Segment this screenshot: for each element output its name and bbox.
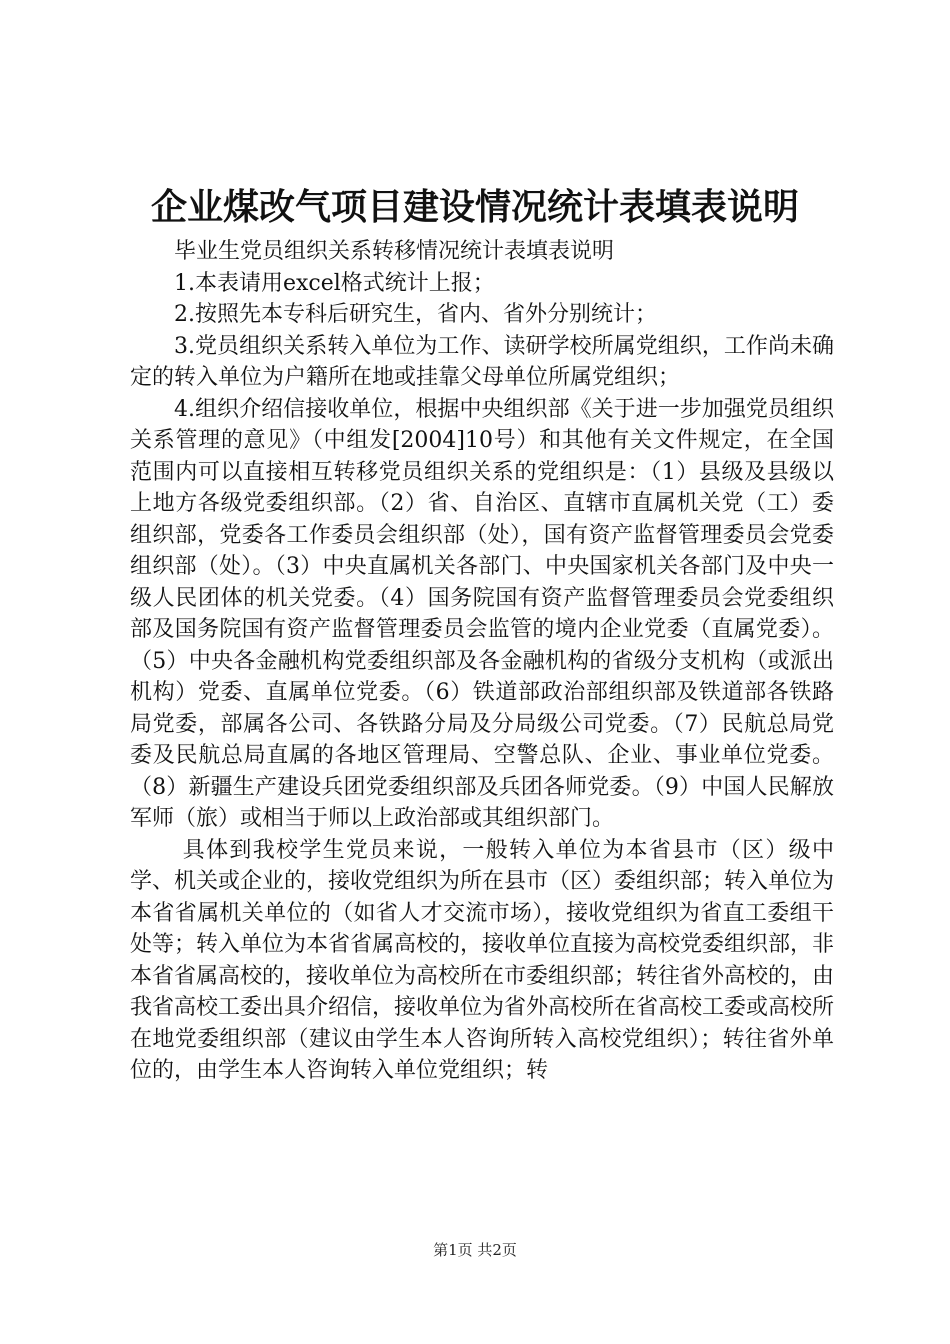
document-title: 企业煤改气项目建设情况统计表填表说明: [150, 186, 799, 228]
paragraph-details: 具体到我校学生党员来说，一般转入单位为本省县市（区）级中学、机关或企业的，接收党组织为所在县市（区）委组织部；转入单位为本省省属机关单位的（如省人才交流市场），接收党组织为省直工委组干处等；转入单位为本省省属高校的，接收单位直接为高校党委组织部，非本省省属高校的，接收单位为高校所在市委组织部；转往省外高校的，由我省高校工委出具介绍信，接收单位为省外高校所在省高校工委或高校所在地党委组织部（建议由学生本人咨询所转入高校党组织）；转往省外单位的，由学生本人咨询转入单位党组织；转: [130, 837, 835, 1083]
paragraph-item-2: 2.按照先本专科后研究生，省内、省外分别统计；: [174, 302, 657, 327]
paragraph-item-1: 1.本表请用excel格式统计上报；: [174, 270, 495, 296]
paragraph-item-3: 3.党员组织关系转入单位为工作、读研学校所属党组织，工作尚未确定的转入单位为户籍所在地或挂靠父母单位所属党组织；: [130, 333, 834, 390]
document-body: [130, 236, 834, 1087]
page-footer: 第1页 共2页: [433, 1241, 517, 1259]
paragraph-item-4: 4.组织介绍信接收单位，根据中央组织部《关于进一步加强党员组织关系管理的意见》（中组发[2004]10号）和其他有关文件规定，在全国范围内可以直接相互转移党员组织关系的党组织是：（1）县级及县级以上地方各级党委组织部。（2）省、自治区、直辖市直属机关党（工）委组织部，党委各工作委员会组织部（处），国有资产监督管理委员会党委组织部（处）。（3）中央直属机关各部门、中央国家机关各部门及中央一级人民团体的机关党委。（4）国务院国有资产监督管理委员会党委组织部及国务院国有资产监督管理委员会监管的境内企业党委（直属党委）。（5）中央各金融机构党委组织部及各金融机构的省级分支机构（或派出机构）党委、直属单位党委。（6）铁道部政治部组织部及铁道部各铁路局党委，部属各公司、各铁路分局及分局级公司党委。（7）民航总局党委及民航总局直属的各地区管理局、空警总队、企业、事业单位党委。（8）新疆生产建设兵团党委组织部及兵团各师党委。（9）中国人民解放军师（旅）或相当于师以上政治部或其组织部门。: [130, 396, 834, 831]
paragraph-subtitle: 毕业生党员组织关系转移情况统计表填表说明: [174, 239, 615, 264]
